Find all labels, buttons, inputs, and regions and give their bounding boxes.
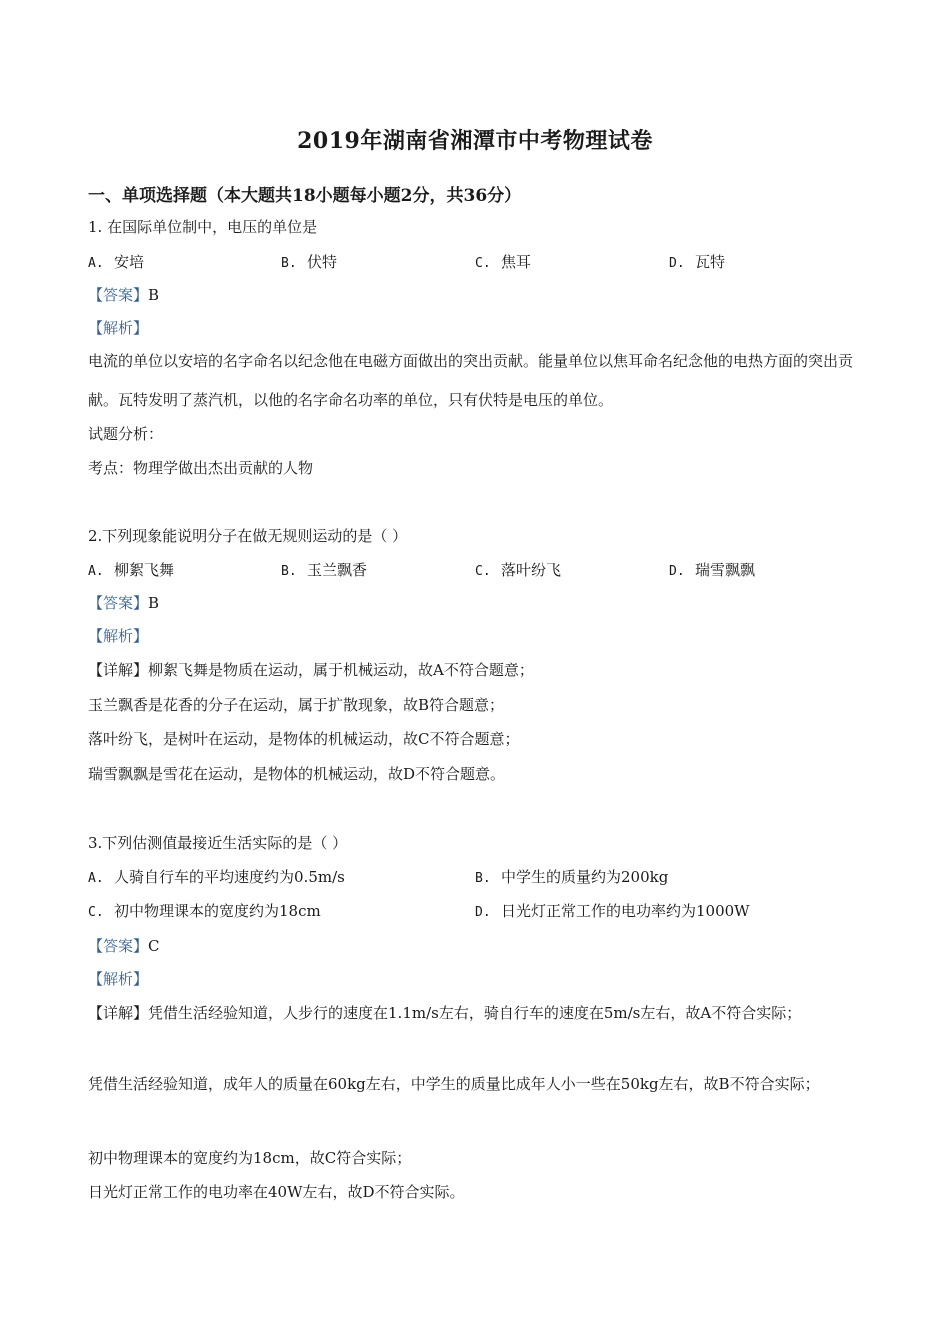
option-letter: C. (475, 564, 491, 579)
question-2-option-b (281, 560, 367, 582)
question-3-option-a (88, 867, 345, 889)
question-2-analysis-tag: 【解析】 (88, 627, 149, 645)
question-1-stem: 1. 在国际单位制中，电压的单位是 (88, 218, 318, 236)
detail-tag: 【详解】 (88, 1004, 149, 1022)
option-letter: B. (281, 256, 297, 271)
option-text: 瓦特 (695, 253, 726, 271)
question-3-analysis-tag: 【解析】 (88, 970, 149, 988)
option-letter: D. (669, 564, 685, 579)
question-2-answer (88, 593, 159, 613)
option-letter: D. (669, 256, 685, 271)
option-letter: C. (88, 905, 104, 920)
option-letter: B. (281, 564, 297, 579)
question-1-kaodian: 考点：物理学做出杰出贡献的人物 (88, 459, 314, 477)
answer-tag: 【答案】 (88, 286, 149, 304)
option-letter: A. (88, 256, 104, 271)
question-1-option-d (669, 252, 725, 274)
question-2-detail-4: 瑞雪飘飘是雪花在运动，是物体的机械运动，故D不符合题意。 (88, 765, 506, 783)
option-text: 玉兰飘香 (307, 561, 368, 579)
question-3-answer (88, 936, 160, 956)
question-3-stem: 3.下列估测值最接近生活实际的是（ ） (88, 834, 348, 852)
question-2-detail-2: 玉兰飘香是花香的分子在运动，属于扩散现象，故B符合题意； (88, 696, 505, 714)
question-1-answer (88, 285, 159, 305)
option-text: 中学生的质量约为200kg (501, 868, 669, 886)
detail-text: 凭借生活经验知道，人步行的速度在1.1m/s左右，骑自行车的速度在5m/s左右，故A不符合实际； (148, 1004, 802, 1022)
option-text: 日光灯正常工作的电功率约为1000W (501, 902, 750, 920)
question-2-option-a (88, 560, 174, 582)
question-1-test-analysis: 试题分析： (88, 425, 164, 443)
question-2-stem: 2.下列现象能说明分子在做无规则运动的是（ ） (88, 527, 408, 545)
question-2-detail-1 (88, 660, 534, 680)
question-3-option-c (88, 901, 321, 923)
question-2-option-c (475, 560, 561, 582)
option-letter: A. (88, 564, 104, 579)
option-text: 落叶纷飞 (501, 561, 562, 579)
page-title: 2019年湖南省湘潭市中考物理试卷 (297, 128, 653, 154)
option-text: 焦耳 (501, 253, 532, 271)
question-2-detail-3: 落叶纷飞，是树叶在运动，是物体的机械运动，故C不符合题意； (88, 730, 520, 748)
question-3-detail-1 (88, 994, 868, 1033)
question-2-option-d (669, 560, 755, 582)
question-1-analysis-tag: 【解析】 (88, 319, 149, 337)
answer-tag: 【答案】 (88, 937, 149, 955)
question-1-analysis: 电流的单位以安培的名字命名以纪念他在电磁方面做出的突出贡献。能量单位以焦耳命名纪念他的电热方面的突出贡献。瓦特发明了蒸汽机，以他的名字命名功率的单位，只有伏特是电压的单位。 (88, 352, 854, 409)
question-3-detail-2: 凭借生活经验知道，成年人的质量在60kg左右，中学生的质量比成年人小一些在50kg左右，故B不符合实际； (88, 1075, 820, 1093)
answer-value: B (148, 594, 160, 612)
option-letter: A. (88, 871, 104, 886)
question-1-option-c (475, 252, 531, 274)
detail-text: 柳絮飞舞是物质在运动，属于机械运动，故A不符合题意； (148, 661, 534, 679)
question-3-detail-4: 日光灯正常工作的电功率在40W左右，故D不符合实际。 (88, 1183, 465, 1201)
answer-tag: 【答案】 (88, 594, 149, 612)
option-letter: C. (475, 256, 491, 271)
section-heading: 一、单项选择题（本大题共18小题每小题2分，共36分） (88, 186, 522, 206)
detail-tag: 【详解】 (88, 661, 149, 679)
option-text: 初中物理课本的宽度约为18cm (114, 902, 321, 920)
question-3-option-d (475, 901, 750, 923)
question-3-detail-3: 初中物理课本的宽度约为18cm，故C符合实际； (88, 1149, 412, 1167)
option-text: 柳絮飞舞 (114, 561, 175, 579)
question-1-option-b (281, 252, 337, 274)
question-1-option-a (88, 252, 144, 274)
option-text: 人骑自行车的平均速度约为0.5m/s (114, 868, 345, 886)
answer-value: C (148, 937, 160, 955)
option-letter: D. (475, 905, 491, 920)
answer-value: B (148, 286, 160, 304)
option-text: 安培 (114, 253, 145, 271)
option-text: 伏特 (307, 253, 338, 271)
option-letter: B. (475, 871, 491, 886)
question-3-option-b (475, 867, 668, 889)
option-text: 瑞雪飘飘 (695, 561, 756, 579)
